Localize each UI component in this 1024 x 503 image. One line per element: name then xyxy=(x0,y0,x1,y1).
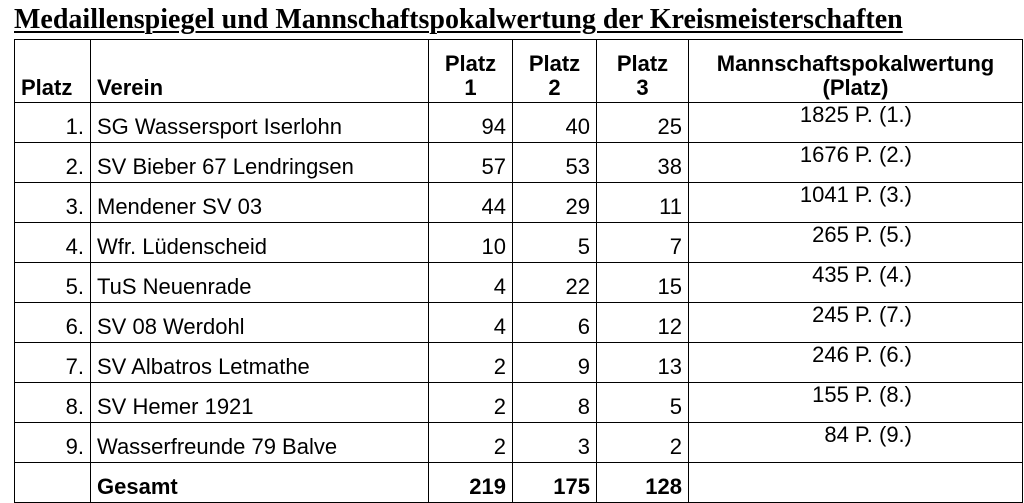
cell-place-2: 29 xyxy=(513,183,597,223)
cell-total-label: Gesamt xyxy=(91,463,429,503)
header-place-2: Platz 2 xyxy=(513,40,597,103)
page-title: Medaillenspiegel und Mannschaftspokalwertung der Kreismeisterschaften xyxy=(14,4,903,35)
table-row xyxy=(15,103,1023,143)
cell-rank: 1. xyxy=(15,103,91,143)
cell-place-3: 12 xyxy=(597,303,689,343)
header-place-1: Platz 1 xyxy=(429,40,513,103)
cell-rank: 8. xyxy=(15,383,91,423)
table-row xyxy=(15,383,1023,423)
header-club: Verein xyxy=(91,40,429,103)
cell-rank: 9. xyxy=(15,423,91,463)
cell-place-1: 4 xyxy=(429,303,513,343)
cell-place-3: 2 xyxy=(597,423,689,463)
table-row xyxy=(15,183,1023,223)
cell-total-place-3: 128 xyxy=(597,463,689,503)
cell-place-2: 22 xyxy=(513,263,597,303)
cell-rank: 7. xyxy=(15,343,91,383)
cell-club: Wasserfreunde 79 Balve xyxy=(91,423,429,463)
cell-team-cup: 84 P. (9.) xyxy=(689,423,1023,463)
table-row xyxy=(15,423,1023,463)
cell-place-2: 53 xyxy=(513,143,597,183)
cell-club: SV Hemer 1921 xyxy=(91,383,429,423)
cell-club: SV Bieber 67 Lendringsen xyxy=(91,143,429,183)
cell-place-1: 2 xyxy=(429,383,513,423)
table-row xyxy=(15,303,1023,343)
cell-total-place-2: 175 xyxy=(513,463,597,503)
cell-club: SG Wassersport Iserlohn xyxy=(91,103,429,143)
cell-place-3: 25 xyxy=(597,103,689,143)
cell-place-2: 3 xyxy=(513,423,597,463)
medal-table xyxy=(14,39,1023,503)
cell-club: TuS Neuenrade xyxy=(91,263,429,303)
cell-club: Wfr. Lüdenscheid xyxy=(91,223,429,263)
cell-place-2: 8 xyxy=(513,383,597,423)
header-rank: Platz xyxy=(15,40,91,103)
cell-team-cup: 1825 P. (1.) xyxy=(689,103,1023,143)
cell-rank: 5. xyxy=(15,263,91,303)
cell-team-cup: 246 P. (6.) xyxy=(689,343,1023,383)
cell-club: SV 08 Werdohl xyxy=(91,303,429,343)
cell-rank: 3. xyxy=(15,183,91,223)
cell-place-2: 6 xyxy=(513,303,597,343)
cell-rank: 6. xyxy=(15,303,91,343)
cell-place-1: 10 xyxy=(429,223,513,263)
header-place-3: Platz 3 xyxy=(597,40,689,103)
cell-place-3: 11 xyxy=(597,183,689,223)
cell-team-cup: 155 P. (8.) xyxy=(689,383,1023,423)
cell-place-1: 2 xyxy=(429,423,513,463)
total-row xyxy=(15,463,1023,503)
cell-club: SV Albatros Letmathe xyxy=(91,343,429,383)
header-team-cup: Mannschaftspokalwertung (Platz) xyxy=(689,40,1023,103)
cell-rank: 4. xyxy=(15,223,91,263)
table-row xyxy=(15,223,1023,263)
cell-club: Mendener SV 03 xyxy=(91,183,429,223)
cell-team-cup: 245 P. (7.) xyxy=(689,303,1023,343)
cell-total-team-cup-empty xyxy=(689,463,1023,503)
table-row xyxy=(15,143,1023,183)
cell-place-2: 5 xyxy=(513,223,597,263)
cell-place-3: 7 xyxy=(597,223,689,263)
cell-team-cup: 265 P. (5.) xyxy=(689,223,1023,263)
cell-place-2: 40 xyxy=(513,103,597,143)
cell-place-1: 4 xyxy=(429,263,513,303)
cell-total-place-1: 219 xyxy=(429,463,513,503)
cell-place-1: 57 xyxy=(429,143,513,183)
cell-place-3: 15 xyxy=(597,263,689,303)
cell-place-3: 5 xyxy=(597,383,689,423)
cell-place-3: 38 xyxy=(597,143,689,183)
table-row xyxy=(15,263,1023,303)
cell-place-1: 94 xyxy=(429,103,513,143)
cell-place-1: 2 xyxy=(429,343,513,383)
cell-place-1: 44 xyxy=(429,183,513,223)
cell-team-cup: 1676 P. (2.) xyxy=(689,143,1023,183)
cell-place-2: 9 xyxy=(513,343,597,383)
table-header-row xyxy=(15,40,1023,103)
cell-rank: 2. xyxy=(15,143,91,183)
cell-place-3: 13 xyxy=(597,343,689,383)
cell-total-rank-empty xyxy=(15,463,91,503)
table-row xyxy=(15,343,1023,383)
cell-team-cup: 435 P. (4.) xyxy=(689,263,1023,303)
cell-team-cup: 1041 P. (3.) xyxy=(689,183,1023,223)
